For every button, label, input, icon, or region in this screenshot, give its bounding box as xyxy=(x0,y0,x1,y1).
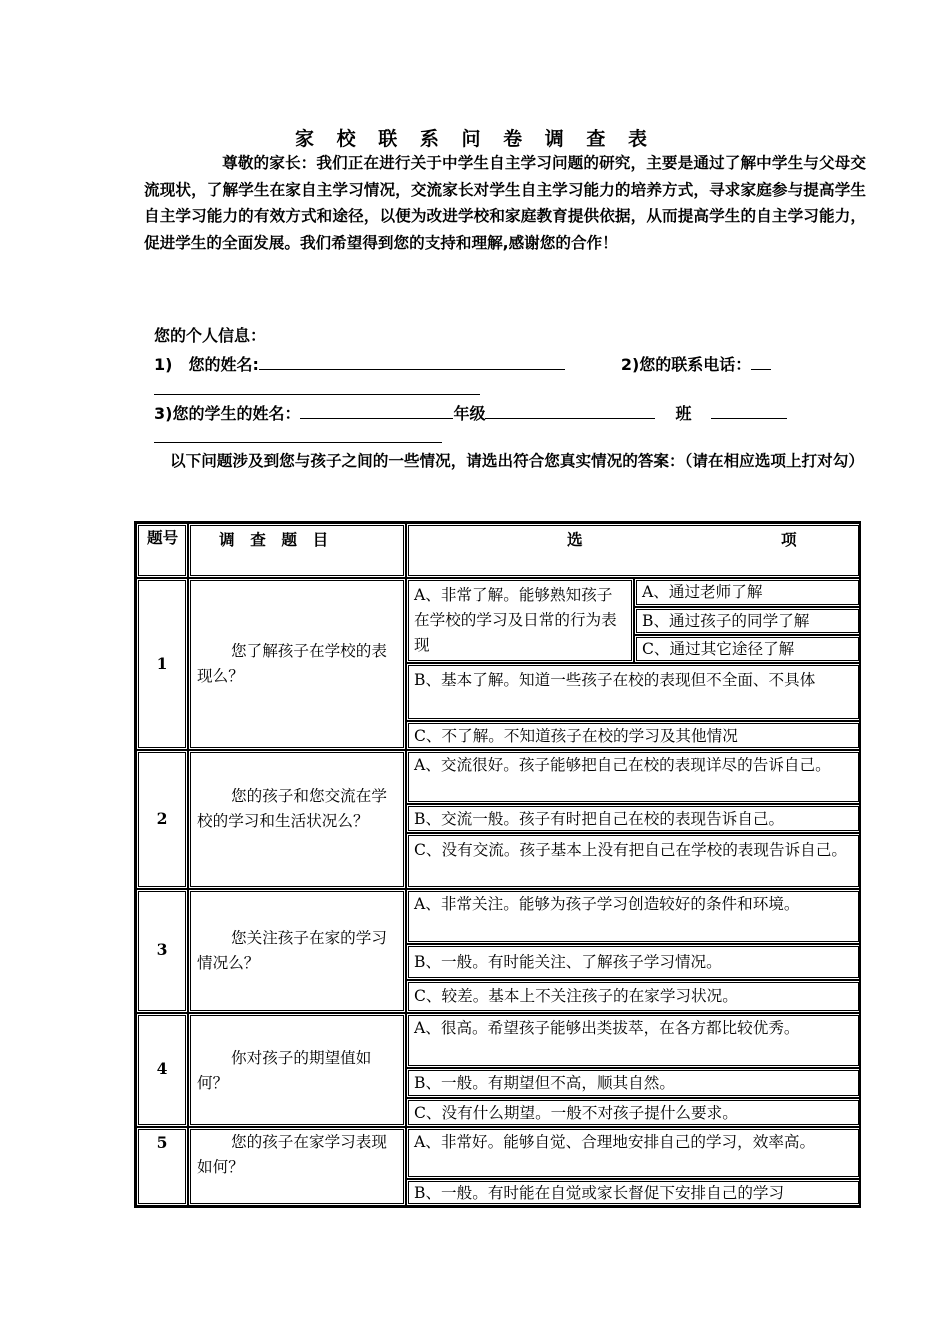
row5-option-a[interactable]: A、非常好。能够自觉、合理地安排自己的学习，效率高。 xyxy=(406,1127,861,1179)
row2-option-a[interactable]: A、交流很好。孩子能够把自己在校的表现详尽的告诉自己。 xyxy=(406,750,861,804)
student-name-field[interactable] xyxy=(300,402,453,419)
row1-sub-c[interactable]: C、通过其它途径了解 xyxy=(634,635,861,663)
row2-option-b[interactable]: B、交流一般。孩子有时把自己在校的表现告诉自己。 xyxy=(406,804,861,833)
header-options xyxy=(406,523,861,578)
row4-option-b[interactable]: B、一般。有期望但不高，顺其自然。 xyxy=(406,1068,861,1098)
personal-info-heading: 您的个人信息： xyxy=(154,326,267,345)
row2-question: 您的孩子和您交流在学校的学习和生活状况么？ xyxy=(188,750,406,889)
class-label: 班 xyxy=(675,404,692,423)
row1-option-a[interactable]: A、非常了解。能够熟知孩子在学校的学习及日常的行为表现 xyxy=(406,578,634,663)
row5-question: 您的孩子在家学习表现如何？ xyxy=(188,1127,406,1206)
page-title: 家 校 联 系 问 卷 调 查 表 xyxy=(295,128,655,150)
grade-field[interactable] xyxy=(485,402,655,419)
row5-option-b[interactable]: B、一般。有时能在自觉或家长督促下安排自己的学习 xyxy=(406,1179,861,1206)
row1-option-c[interactable]: C、不了解。不知道孩子在校的学习及其他情况 xyxy=(406,721,861,750)
row4-option-c[interactable]: C、没有什么期望。一般不对孩子提什么要求。 xyxy=(406,1098,861,1127)
row2-option-c[interactable]: C、没有交流。孩子基本上没有把自己在学校的表现告诉自己。 xyxy=(406,833,861,889)
student-name-label: 3)您的学生的姓名： xyxy=(154,404,301,423)
row4-question: 你对孩子的期望值如何？ xyxy=(188,1013,406,1127)
phone-field-continued[interactable] xyxy=(154,378,480,399)
name-label: 1) 您的姓名: xyxy=(154,355,259,374)
grade-label: 年级 xyxy=(453,404,486,423)
instructions-text: 以下问题涉及到您与孩子之间的一些情况，请选出符合您真实情况的答案：（请在相应选项上打对勾） xyxy=(170,452,864,470)
intro-paragraph xyxy=(144,150,866,256)
header-num: 题号 xyxy=(136,523,188,578)
row4-option-a[interactable]: A、很高。希望孩子能够出类拔萃，在各方都比较优秀。 xyxy=(406,1013,861,1068)
class-field-continued[interactable] xyxy=(154,426,442,447)
row4-num: 4 xyxy=(136,1013,188,1127)
row5-num: 5 xyxy=(136,1127,188,1206)
intro-text: 尊敬的家长：我们正在进行关于中学生自主学习问题的研究，主要是通过了解中学生与父母交流现状，了解学生在家自主学习情况，交流家长对学生自主学习能力的培养方式，寻求家庭参与提高学生自主学习能力的有效方式和途径，以便为改进学校和家庭教育提供依据，从而提高学生的自主学习能力，促进学生的全面发展。我们希望得到您的支持和理解,感谢您的合作！ xyxy=(144,154,866,252)
name-field[interactable] xyxy=(259,353,565,370)
phone-label: 2)您的联系电话： xyxy=(620,355,752,374)
row1-num: 1 xyxy=(136,578,188,750)
row3-option-c[interactable]: C、较差。基本上不关注孩子的在家学习状况。 xyxy=(406,980,861,1013)
header-question: 调 查 题 目 xyxy=(188,523,406,578)
student-row xyxy=(154,401,787,424)
header-options-b: 项 xyxy=(781,531,797,549)
phone-field[interactable] xyxy=(751,353,771,370)
row1-option-b[interactable]: B、基本了解。知道一些孩子在校的表现但不全面、不具体 xyxy=(406,663,861,721)
header-options-a: 选 xyxy=(567,531,583,549)
row1-question: 您了解孩子在学校的表现么？ xyxy=(188,578,406,750)
row3-option-b[interactable]: B、一般。有时能关注、了解孩子学习情况。 xyxy=(406,944,861,980)
survey-table xyxy=(134,521,861,1208)
name-row xyxy=(154,352,771,375)
row3-num: 3 xyxy=(136,889,188,1013)
row2-num: 2 xyxy=(136,750,188,889)
row3-option-a[interactable]: A、非常关注。能够为孩子学习创造较好的条件和环境。 xyxy=(406,889,861,944)
class-field[interactable] xyxy=(711,402,787,419)
row1-sub-a[interactable]: A、通过老师了解 xyxy=(634,578,861,607)
instructions xyxy=(144,448,866,475)
row1-sub-b[interactable]: B、通过孩子的同学了解 xyxy=(634,607,861,635)
row3-question: 您关注孩子在家的学习情况么？ xyxy=(188,889,406,1013)
